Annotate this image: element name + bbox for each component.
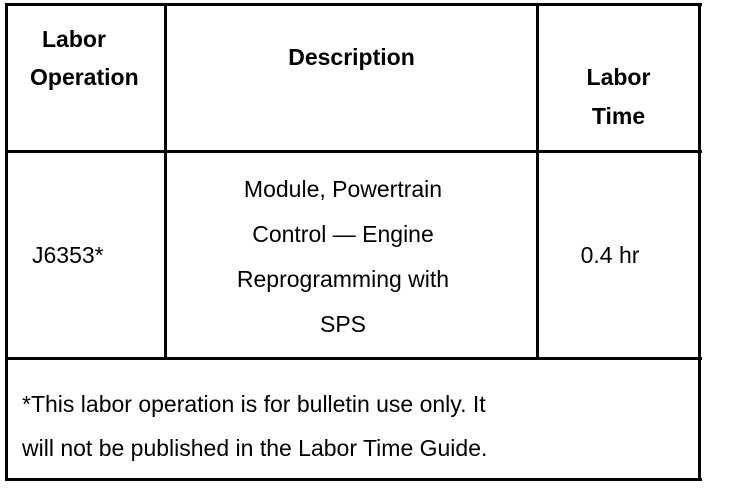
cell-description-line-1: Module, Powertrain	[243, 176, 443, 202]
table-border-bottom	[5, 478, 702, 481]
table-border-left	[5, 3, 8, 481]
header-labor-time	[539, 66, 698, 128]
header-description: Description	[288, 44, 415, 70]
header-labor-operation-line-1: Labor	[42, 26, 106, 52]
header-labor-time-line-2: Time	[591, 103, 646, 129]
cell-description-line-2: Control — Engine	[252, 221, 434, 247]
cell-labor-operation: J6353*	[32, 242, 104, 268]
footnote-line-2: will not be published in the Labor Time Guide.	[22, 435, 488, 461]
cell-description-line-3: Reprogramming with	[236, 266, 450, 292]
header-labor-time-line-1: Labor	[586, 64, 651, 90]
cell-description-line-4: SPS	[319, 311, 367, 337]
footnote-line-1: *This labor operation is for bulletin use only. It	[22, 391, 486, 417]
column-divider-2	[536, 3, 539, 360]
header-labor-operation-line-2: Operation	[30, 64, 139, 90]
cell-labor-time: 0.4 hr	[580, 242, 640, 268]
header-row-divider	[5, 150, 702, 153]
table-border-right	[698, 3, 701, 481]
footnote	[22, 382, 487, 470]
cell-description	[167, 178, 519, 358]
table-border-top	[5, 3, 702, 6]
